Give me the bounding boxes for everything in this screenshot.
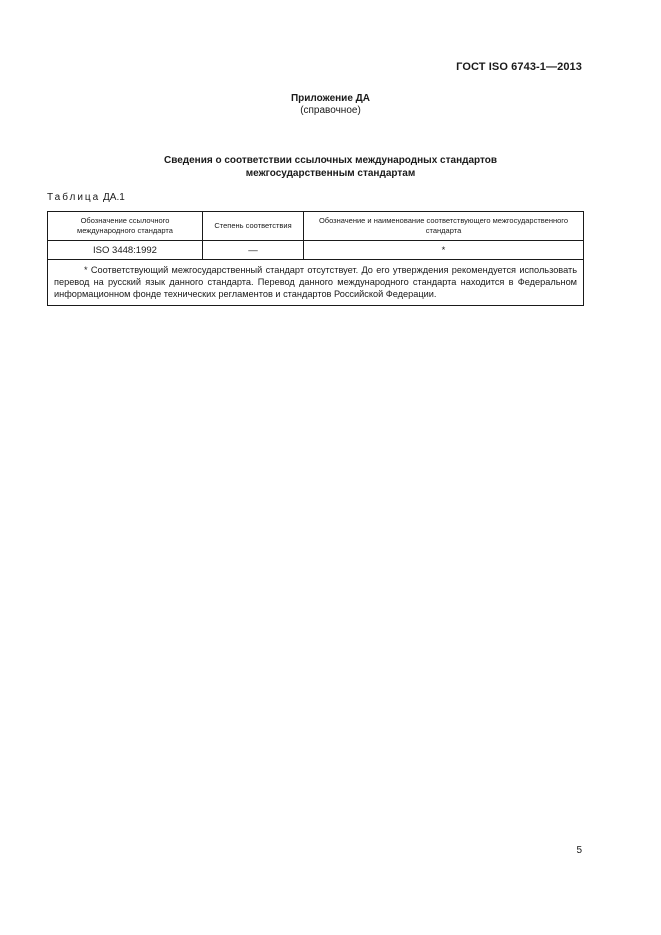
table-row	[48, 241, 584, 260]
correspondence-table	[47, 211, 584, 306]
cell-degree: —	[203, 241, 304, 260]
annex-heading	[0, 93, 661, 117]
annex-title: Приложение ДА	[290, 93, 371, 104]
footnote-text: * Соответствующий межгосударственный стандарт отсутствует. До его утверждения рекомендуется использовать перевод на русский язык данного стандарта. Перевод данного международного стандарта находится в Федеральном информационном фонде технических регламентов и стандартов Российской Федерации.	[54, 265, 577, 299]
section-title-line2: межгосударственным стандартам	[245, 168, 416, 179]
table-label-prefix: Таблица	[47, 192, 101, 203]
document-code: ГОСТ ISO 6743-1—2013	[456, 61, 582, 73]
cell-standard: ISO 3448:1992	[48, 241, 203, 260]
column-header-interstate: Обозначение и наименование соответствующего межгосударственного стандарта	[304, 212, 584, 241]
section-title-line1: Сведения о соответствии ссылочных международных стандартов	[163, 155, 498, 166]
table-header-row	[48, 212, 584, 241]
column-header-degree: Степень соответствия	[203, 212, 304, 241]
page-number: 5	[576, 845, 582, 856]
annex-subtitle: (справочное)	[300, 105, 361, 116]
table-footnote	[48, 260, 584, 306]
column-header-standard: Обозначение ссылочного международного стандарта	[48, 212, 203, 241]
table-label-number: ДА.1	[103, 192, 125, 203]
table-label	[47, 192, 125, 203]
cell-interstate: *	[304, 241, 584, 260]
table-footnote-row	[48, 260, 584, 306]
section-title	[0, 154, 661, 180]
